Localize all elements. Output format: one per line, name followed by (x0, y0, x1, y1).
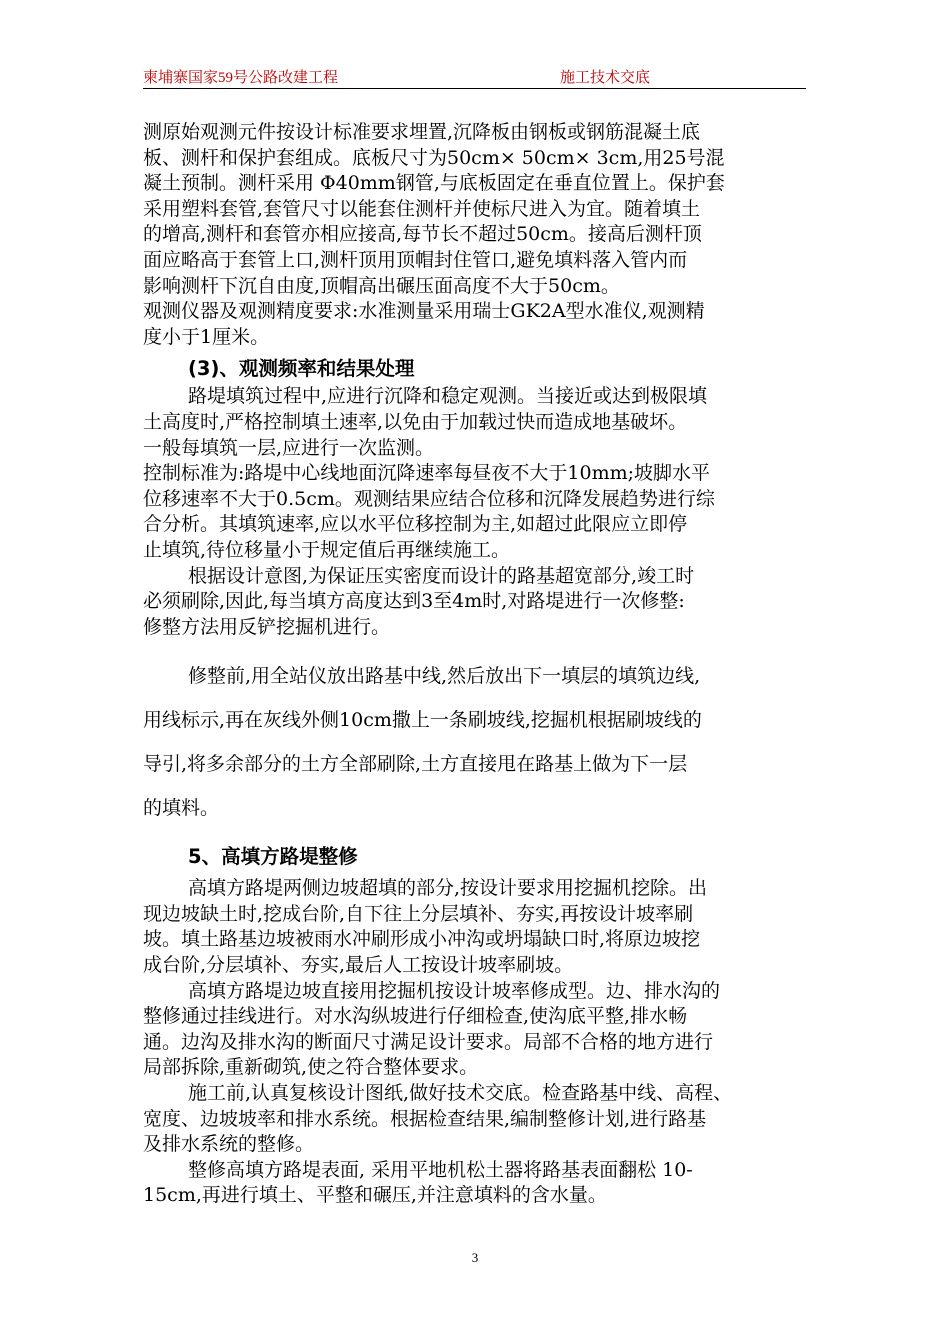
paragraph-control-standard: 控制标准为:路堤中心线地面沉降速率每昼夜不大于10mm;坡脚水平 位移速率不大于0.5cm。观测结果应结合位移和沉降发展趋势进行综 合分析。其填筑速率,应以水平位移控制为主,如超过此限应立即停 止填筑,待位移量小于规定值后再继续施工。 (143, 462, 715, 561)
paragraph-instrument-accuracy: 观测仪器及观测精度要求:水准测量采用瑞士GK2A型水准仪,观测精 度小于1厘米。 (143, 300, 705, 348)
header-divider (143, 88, 806, 89)
section-heading-high-fill-repair: 5、高填方路堤整修 (188, 845, 358, 869)
paragraph-surface-repair: 整修高填方路堤表面, 采用平地机松土器将路基表面翻松 10- 15cm,再进行填土、平整和碾压,并注意填料的含水量。 (143, 1158, 693, 1207)
section-heading-observation-frequency: (3)、观测频率和结果处理 (188, 357, 415, 381)
paragraph-pre-construction-check: 施工前,认真复核设计图纸,做好技术交底。检查路基中线、高程、 宽度、边坡坡率和排水系统。根据检查结果,编制整修计划,进行路基 及排水系统的整修。 (143, 1082, 733, 1156)
page-number: 3 (471, 1250, 479, 1265)
paragraph-slope-overfill: 高填方路堤两侧边坡超填的部分,按设计要求用挖掘机挖除。出 现边坡缺土时,挖成台阶,自下往上分层填补、夯实,再按设计坡率刷 坡。填土路基边坡被雨水冲刷形成小冲沟或坍塌缺口时,将原边坡挖 成台阶,分层填补、夯实,最后人工按设计坡率刷坡。 (143, 877, 708, 977)
paragraph-settlement-plate: 测原始观测元件按设计标准要求埋置,沉降板由钢板或钢筋混凝土底 板、测杆和保护套组成。底板尺寸为50cm× 50cm× 3cm,用25号混 凝土预制。测杆采用 Φ40mm钢管,与底板固定在垂直位置上。保护套 采用塑料套管,套管尺寸以能套住测杆并使标尺进入为宜。随着填土 的增高,测杆和套管亦相应接高,每节长不超过50cm。接高后测杆顶 面应略高于套管上口,测杆顶用顶帽封住管口,避免填料落入管内而 影响测杆下沉自由度,顶帽高出碾压面高度不大于50cm。 (143, 121, 725, 297)
header-project-title: 柬埔寨国家59号公路改建工程 (143, 70, 339, 86)
header-doc-type: 施工技术交底 (560, 70, 651, 86)
paragraph-design-trimming: 根据设计意图,为保证压实密度而设计的路基超宽部分,竣工时 必须刷除,因此,每当填方高度达到3至4m时,对路堤进行一次修整: 修整方法用反铲挖掘机进行。 (143, 564, 695, 638)
document-body (143, 120, 813, 1209)
paragraph-trimming-procedure: 修整前,用全站仪放出路基中线,然后放出下一填层的填筑边线, 用线标示,再在灰线外侧10cm撒上一条刷坡线,挖掘机根据刷坡线的 导引,将多余部分的土方全部刷除,土方直接甩在路基上做为下一层 的填料。 (143, 665, 702, 820)
paragraph-slope-shaping: 高填方路堤边坡直接用挖掘机按设计坡率修成型。边、排水沟的 整修通过挂线进行。对水沟纵坡进行仔细检查,使沟底平整,排水畅 通。边沟及排水沟的断面尺寸满足设计要求。局部不合格的地方进行 局部拆除,重新砌筑,使之符合整体要求。 (143, 979, 721, 1079)
paragraph-fill-monitoring: 路堤填筑过程中,应进行沉降和稳定观测。当接近或达到极限填 土高度时,严格控制填土速率,以免由于加载过快而造成地基破坏。 一般每填筑一层,应进行一次监测。 (143, 385, 708, 459)
